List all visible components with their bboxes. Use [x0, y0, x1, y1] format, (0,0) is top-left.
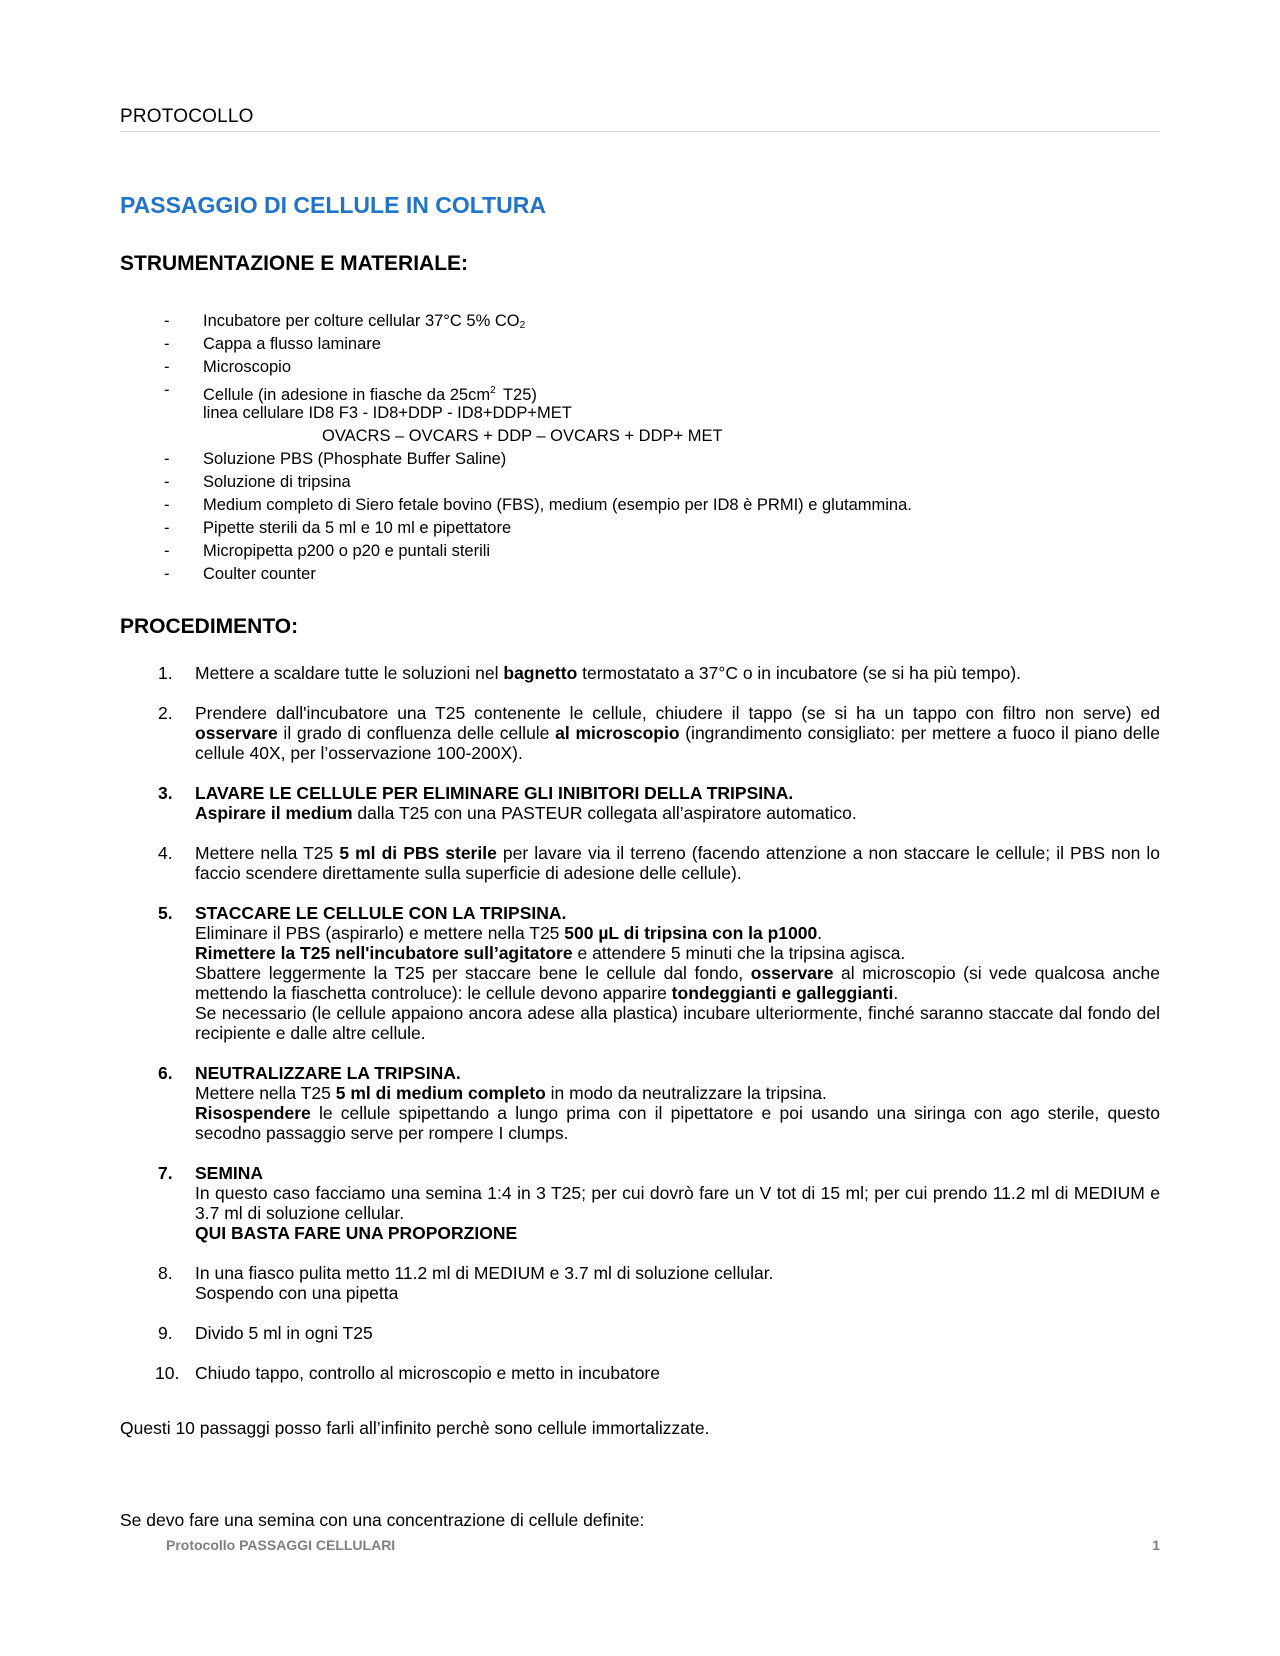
list-item: - Incubatore per colture cellular 37°C 5% $CO_2$: [164, 312, 526, 331]
procedure-heading: PROCEDIMENTO:: [120, 615, 299, 638]
materials-list: [0, 310, 1280, 586]
list-item-text: Pipette sterili da 5 ml e 10 ml e pipettatore: [203, 519, 512, 537]
procedure-step: [0, 1063, 1280, 1143]
page-footer: [166, 1537, 1160, 1553]
step-text: Divido 5 ml in ogni T25: [195, 1323, 373, 1343]
co2-subscript: 2: [519, 320, 526, 331]
footer-label: Protocollo PASSAGGI CELLULARI: [166, 1537, 396, 1553]
step-text-bold: Aspirare il medium: [195, 803, 353, 823]
list-item-text: Microscopio: [203, 358, 292, 376]
step-text: Mettere nella T25: [195, 1083, 336, 1103]
procedure-step: [0, 1263, 1280, 1303]
list-item: - Coulter counter: [0, 563, 1280, 586]
list-item-text: OVACRS – OVCARS + DDP – OVCARS + DDP+ MET: [322, 427, 723, 445]
step-text: .: [817, 923, 823, 943]
step-number: 10.: [155, 1363, 180, 1383]
step-title: LAVARE LE CELLULE PER ELIMINARE GLI INIBITORI DELLA TRIPSINA.: [195, 783, 794, 803]
list-item: - Soluzione PBS (Phosphate Buffer Saline): [0, 448, 1280, 471]
list-item-text: linea cellulare ID8 F3 - ID8+DDP - ID8+DDP+MET: [203, 404, 572, 422]
list-item: - Cellule (in adesione in fiasche da $25cm^2$ T25): [164, 381, 537, 404]
step-text: In una fiasco pulita metto 11.2 ml di MEDIUM e 3.7 ml di soluzione cellular.: [195, 1263, 774, 1283]
list-item-text: Coulter counter: [203, 565, 316, 583]
list-item-text: Incubatore per colture cellular 37°C 5% CO: [203, 312, 520, 330]
list-item-text: Cellule (in adesione in fiasche da 25cm: [203, 386, 491, 404]
procedure-step: [0, 1363, 1280, 1383]
step-number: 9.: [158, 1323, 173, 1343]
list-item-text: Cappa a flusso laminare: [203, 335, 381, 353]
step-text-bold: osservare: [750, 963, 834, 983]
list-item: [0, 425, 1280, 448]
step-text-bold: osservare: [195, 723, 278, 743]
list-item-text: T25): [502, 386, 537, 404]
step-text: e attendere 5 minuti che la tripsina agisca.: [572, 943, 906, 963]
closing-paragraph: Questi 10 passaggi posso farli all’infinito perchè sono cellule immortalizzate.: [120, 1418, 710, 1438]
procedure-step: [0, 1163, 1280, 1243]
step-text-bold: 5 ml di PBS sterile: [339, 843, 497, 863]
step-text: Sospendo con una pipetta: [195, 1283, 399, 1303]
procedure-step: [0, 843, 1280, 883]
step-text-bold: bagnetto: [503, 663, 578, 683]
step-title: SEMINA: [195, 1163, 264, 1183]
list-item: - Soluzione di tripsina: [0, 471, 1280, 494]
step-text-bold: Risospendere: [195, 1103, 311, 1123]
page-number: 1: [1152, 1537, 1160, 1553]
list-item: - Microscopio: [0, 356, 1280, 379]
list-item-text: Soluzione PBS (Phosphate Buffer Saline): [203, 450, 507, 468]
step-text: in modo da neutralizzare la tripsina.: [545, 1083, 827, 1103]
procedure-step: [0, 783, 1280, 823]
page-title: PASSAGGIO DI CELLULE IN COLTURA: [120, 192, 546, 218]
list-item: - Medium completo di Siero fetale bovino (FBS), medium (esempio per ID8 è PRMI) e glutammina.: [0, 494, 1280, 517]
step-title: NEUTRALIZZARE LA TRIPSINA.: [195, 1063, 461, 1083]
step-number: 4.: [158, 843, 173, 863]
step-text: dalla T25 con una PASTEUR collegata all’aspiratore automatico.: [352, 803, 857, 823]
step-number: 6.: [158, 1063, 173, 1083]
step-text-bold: 5 ml di medium completo: [335, 1083, 546, 1103]
step-number: 8.: [158, 1263, 173, 1283]
step-text: per lavare via il terreno (facendo attenzione a non staccare le cellule; il PBS non lo faccio scendere direttamente sulla superficie di adesione delle cellule).: [195, 843, 1160, 883]
step-text-bold: QUI BASTA FARE UNA PROPORZIONE: [195, 1223, 518, 1243]
step-text: Sbattere leggermente la T25 per staccare bene le cellule dal fondo,: [195, 963, 751, 983]
list-item: - Pipette sterili da 5 ml e 10 ml e pipettatore: [0, 517, 1280, 540]
procedure-step: [0, 903, 1280, 1043]
step-number: 2.: [158, 703, 173, 723]
step-text: Se necessario (le cellule appaiono ancora adese alla plastica) incubare ulteriormente, finché saranno staccate dal fondo del recipiente e dalle altre cellule.: [195, 1003, 1160, 1043]
step-text: Prendere dall'incubatore una T25 contenente le cellule, chiudere il tappo (se si ha un tappo con filtro non serve) ed: [195, 703, 1160, 723]
procedure-step: [0, 1323, 1280, 1343]
step-text: (ingrandimento consigliato: per mettere a fuoco il piano delle cellule 40X, per l’osservazione 100-200X).: [195, 723, 1160, 763]
step-text: In questo caso facciamo una semina 1:4 in 3 T25; per cui dovrò fare un V tot di 15 ml; per cui prendo 11.2 ml di MEDIUM e 3.7 ml di soluzione cellular.: [195, 1183, 1160, 1223]
step-title: STACCARE LE CELLULE CON LA TRIPSINA.: [195, 903, 567, 923]
cm-superscript: 2: [490, 385, 496, 396]
step-text-bold: Rimettere la T25 nell'incubatore sull’agitatore: [195, 943, 573, 963]
step-text-bold: 500 µL di tripsina con la p1000: [564, 923, 818, 943]
list-item-text: Medium completo di Siero fetale bovino (FBS), medium (esempio per ID8 è PRMI) e glutammina.: [203, 496, 912, 514]
procedure-step: [0, 703, 1280, 763]
list-item: - Cappa a flusso laminare: [0, 333, 1280, 356]
step-text: al microscopio (si vede qualcosa anche mettendo la fiaschetta controluce): le cellule devono apparire: [195, 963, 1160, 1003]
materials-heading: STRUMENTAZIONE E MATERIALE:: [120, 252, 469, 275]
list-item: - Micropipetta p200 o p20 e puntali sterili: [0, 540, 1280, 563]
step-text-bold: al microscopio: [555, 723, 680, 743]
step-text: le cellule spipettando a lungo prima con il pipettatore e poi usando una siringa con ago sterile, questo secodno passaggio serve per rompere I clumps.: [195, 1103, 1160, 1143]
step-text: termostatato a 37°C o in incubatore (se si ha più tempo).: [577, 663, 1022, 683]
step-text: Mettere a scaldare tutte le soluzioni nel: [195, 663, 504, 683]
step-number: 5.: [158, 903, 173, 923]
step-text: Eliminare il PBS (aspirarlo) e mettere nella T25: [195, 923, 565, 943]
step-number: 7.: [158, 1163, 173, 1183]
step-text-bold: tondeggianti e galleggianti: [671, 983, 894, 1003]
step-text: Mettere nella T25: [195, 843, 340, 863]
list-item-text: Micropipetta p200 o p20 e puntali sterili: [203, 542, 491, 560]
list-item-text: Soluzione di tripsina: [203, 473, 351, 491]
step-number: 3.: [158, 783, 173, 803]
procedure-steps: [0, 663, 1280, 1383]
step-text: il grado di confluenza delle cellule: [277, 723, 556, 743]
list-item: [0, 402, 1280, 425]
procedure-step: [0, 663, 1280, 683]
semina-paragraph: Se devo fare una semina con una concentrazione di cellule definite:: [120, 1510, 645, 1530]
step-text: Chiudo tappo, controllo al microscopio e metto in incubatore: [195, 1363, 660, 1383]
page-header: PROTOCOLLO: [120, 106, 1160, 132]
step-number: 1.: [158, 663, 173, 683]
step-text: .: [893, 983, 899, 1003]
